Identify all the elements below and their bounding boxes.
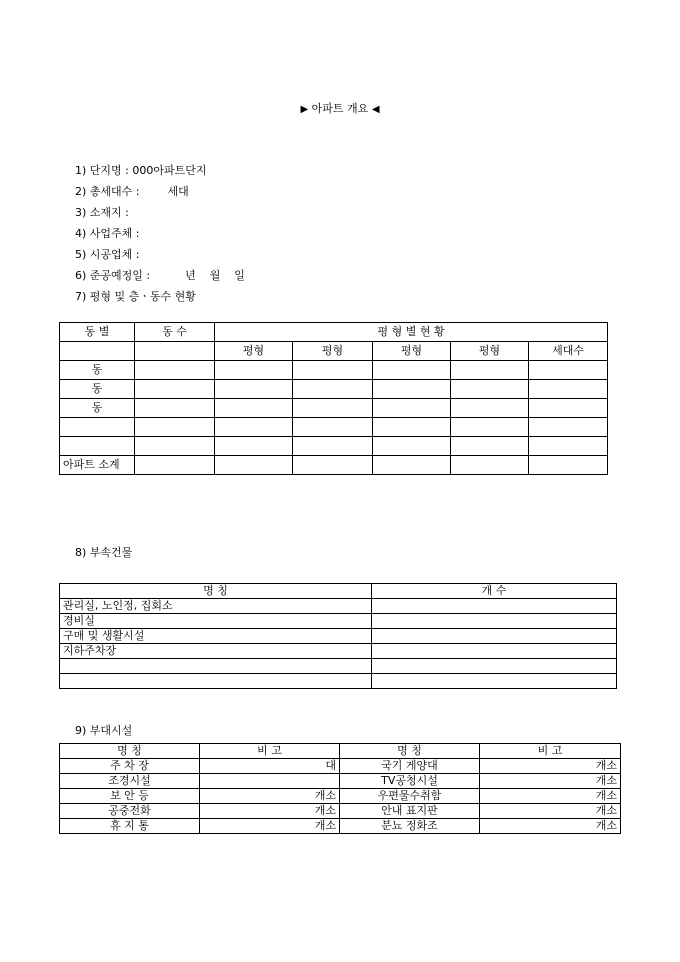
table-row xyxy=(60,819,621,834)
facilities-table xyxy=(59,743,621,834)
table-cell xyxy=(451,399,529,418)
facility-remark: 개소 xyxy=(480,819,621,834)
left-triangle-icon: ◀ xyxy=(371,104,380,115)
header-building: 동 별 xyxy=(60,323,135,342)
table-cell xyxy=(215,418,293,437)
table-cell xyxy=(529,437,608,456)
table-row xyxy=(60,629,617,644)
facility-remark: 개소 xyxy=(480,789,621,804)
table-cell xyxy=(135,342,215,361)
table-row xyxy=(60,759,621,774)
auxiliary-buildings-table xyxy=(59,583,617,689)
table-cell xyxy=(215,456,293,475)
facility-remark: 개소 xyxy=(200,789,340,804)
facility-name: 조경시설 xyxy=(60,774,200,789)
building-name: 지하주차장 xyxy=(60,644,372,659)
table-row xyxy=(60,361,608,380)
table-cell xyxy=(373,437,451,456)
row-label: 동 xyxy=(60,399,135,418)
building-name xyxy=(60,659,372,674)
table-row xyxy=(60,804,621,819)
table-row xyxy=(60,614,617,629)
table-cell xyxy=(293,418,373,437)
table-cell xyxy=(372,629,617,644)
facility-remark: 개소 xyxy=(200,804,340,819)
header-unit-status: 평 형 별 현 황 xyxy=(215,323,608,342)
subtotal-row xyxy=(60,456,608,475)
section-facilities: 9) 부대시설 xyxy=(75,724,133,737)
table-cell xyxy=(451,456,529,475)
table-header-row xyxy=(60,323,608,342)
table-cell xyxy=(215,437,293,456)
section-auxiliary-buildings: 8) 부속건물 xyxy=(75,546,133,559)
table-cell xyxy=(293,399,373,418)
facility-name: 보 안 등 xyxy=(60,789,200,804)
info-contractor: 5) 시공업체 : xyxy=(75,248,140,261)
table-cell xyxy=(215,361,293,380)
subheader-pyeong: 평형 xyxy=(451,342,529,361)
info-unit-status: 7) 평형 및 층ㆍ동수 현황 xyxy=(75,290,196,303)
table-row xyxy=(60,380,608,399)
subtotal-label: 아파트 소계 xyxy=(60,456,135,475)
table-row xyxy=(60,437,608,456)
facility-name: 안내 표지판 xyxy=(340,804,480,819)
document-title xyxy=(0,100,680,116)
table-row xyxy=(60,659,617,674)
header-building-count: 동 수 xyxy=(135,323,215,342)
table-cell xyxy=(215,399,293,418)
subheader-pyeong: 평형 xyxy=(293,342,373,361)
facility-name: 국기 게양대 xyxy=(340,759,480,774)
header-remarks: 비 고 xyxy=(480,744,621,759)
row-label: 동 xyxy=(60,361,135,380)
table-cell xyxy=(373,361,451,380)
header-count: 개 수 xyxy=(372,584,617,599)
subheader-pyeong: 평형 xyxy=(373,342,451,361)
table-cell xyxy=(373,380,451,399)
table-cell xyxy=(372,599,617,614)
table-cell xyxy=(215,380,293,399)
table-cell xyxy=(293,437,373,456)
table-cell xyxy=(293,456,373,475)
table-row xyxy=(60,599,617,614)
overview-info xyxy=(75,160,245,307)
table-cell xyxy=(529,418,608,437)
table-cell xyxy=(293,380,373,399)
table-cell xyxy=(451,361,529,380)
table-row xyxy=(60,789,621,804)
table-row xyxy=(60,774,621,789)
table-cell xyxy=(135,456,215,475)
building-name: 구매 및 생활시설 xyxy=(60,629,372,644)
table-cell xyxy=(372,614,617,629)
table-cell xyxy=(451,380,529,399)
table-cell xyxy=(529,361,608,380)
table-cell xyxy=(451,437,529,456)
facility-name: 공중전화 xyxy=(60,804,200,819)
table-cell xyxy=(373,418,451,437)
title-text: 아파트 개요 xyxy=(311,102,369,115)
facility-name: 주 차 장 xyxy=(60,759,200,774)
table-cell xyxy=(451,418,529,437)
facility-name: 휴 지 통 xyxy=(60,819,200,834)
subheader-pyeong: 평형 xyxy=(215,342,293,361)
unit-status-table xyxy=(59,322,608,475)
building-name xyxy=(60,674,372,689)
table-row xyxy=(60,674,617,689)
table-header-row xyxy=(60,584,617,599)
header-name: 명 칭 xyxy=(60,744,200,759)
table-cell xyxy=(529,456,608,475)
info-developer: 4) 사업주체 : xyxy=(75,227,140,240)
table-row xyxy=(60,418,608,437)
header-name: 명 칭 xyxy=(60,584,372,599)
header-remarks: 비 고 xyxy=(200,744,340,759)
table-cell xyxy=(135,437,215,456)
info-complex-name: 1) 단지명 : 000아파트단지 xyxy=(75,164,207,177)
table-cell xyxy=(373,399,451,418)
right-triangle-icon: ▶ xyxy=(300,104,309,115)
row-label xyxy=(60,418,135,437)
subheader-households: 세대수 xyxy=(529,342,608,361)
facility-remark: 개소 xyxy=(200,819,340,834)
row-label: 동 xyxy=(60,380,135,399)
table-row xyxy=(60,644,617,659)
facility-remark: 개소 xyxy=(480,774,621,789)
table-header-row xyxy=(60,744,621,759)
facility-remark: 대 xyxy=(200,759,340,774)
table-cell xyxy=(529,399,608,418)
table-cell xyxy=(372,674,617,689)
table-row xyxy=(60,399,608,418)
facility-name: 우편물수취함 xyxy=(340,789,480,804)
row-label xyxy=(60,437,135,456)
table-cell xyxy=(135,418,215,437)
header-name: 명 칭 xyxy=(340,744,480,759)
info-households: 2) 총세대수 : 세대 xyxy=(75,185,189,198)
building-name: 경비실 xyxy=(60,614,372,629)
facility-remark: 개소 xyxy=(480,759,621,774)
table-cell xyxy=(135,361,215,380)
facility-name: 분뇨 정화조 xyxy=(340,819,480,834)
building-name: 관리실, 노인정, 집회소 xyxy=(60,599,372,614)
facility-remark xyxy=(200,774,340,789)
table-cell xyxy=(135,399,215,418)
table-cell xyxy=(135,380,215,399)
table-cell xyxy=(372,659,617,674)
facility-remark: 개소 xyxy=(480,804,621,819)
info-completion-date: 6) 준공예정일 : 년 월 일 xyxy=(75,269,245,282)
table-cell xyxy=(293,361,373,380)
table-cell xyxy=(60,342,135,361)
table-subheader-row xyxy=(60,342,608,361)
facility-name: TV공청시설 xyxy=(340,774,480,789)
table-cell xyxy=(529,380,608,399)
table-cell xyxy=(373,456,451,475)
table-cell xyxy=(372,644,617,659)
info-location: 3) 소재지 : xyxy=(75,206,129,219)
